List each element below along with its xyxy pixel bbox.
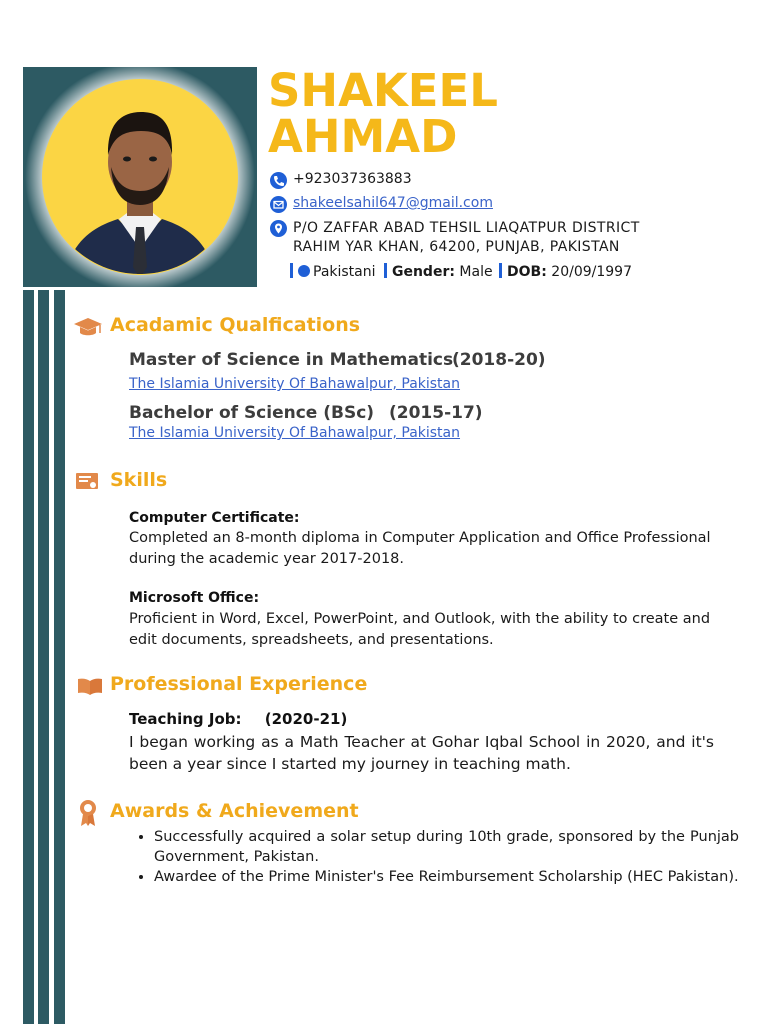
university-link-1[interactable]: The Islamia University Of Bahawalpur, Pakistan	[129, 376, 461, 392]
phone-row	[270, 171, 412, 188]
first-name: SHAKEEL	[268, 64, 498, 117]
open-book-icon	[76, 675, 104, 697]
profile-photo	[23, 67, 257, 287]
phone-number[interactable]: +923037363883	[293, 171, 412, 187]
personal-info	[290, 263, 632, 280]
certificate-icon	[74, 470, 100, 492]
degree-years: (2018-20)	[452, 350, 546, 370]
last-name: AHMAD	[268, 110, 458, 163]
skill-heading-1: Computer Certificate:	[129, 510, 300, 526]
location-pin-icon	[270, 220, 287, 237]
skills-section-title: Skills	[110, 469, 168, 491]
degree-2	[129, 403, 483, 423]
profile-photo-panel	[23, 67, 257, 287]
address-line-2: RAHIM YAR KHAN, 64200, PUNJAB, PAKISTAN	[293, 239, 620, 255]
skill-text-1: Completed an 8-month diploma in Computer Application and Office Professional during the academic year 2017-2018.	[129, 530, 711, 567]
nationality: Pakistani	[313, 264, 376, 280]
candidate-name	[268, 64, 498, 163]
decor-stripe-1	[23, 290, 34, 1024]
skill-heading-2: Microsoft Office:	[129, 590, 260, 606]
email-icon	[270, 196, 287, 213]
address-line-1: P/O ZAFFAR ABAD TEHSIL LIAQATPUR DISTRICT	[293, 220, 640, 236]
awards-list	[129, 827, 739, 887]
university-link-2[interactable]: The Islamia University Of Bahawalpur, Pakistan	[129, 425, 461, 441]
decor-stripe-3	[54, 290, 65, 1024]
award-medal-icon	[76, 798, 100, 828]
address-row	[270, 219, 640, 257]
dob-value: 20/09/1997	[551, 264, 632, 280]
globe-icon	[298, 265, 310, 277]
address	[293, 219, 640, 257]
degree-name: Bachelor of Science (BSc)	[129, 403, 375, 423]
job-years: (2020-21)	[264, 710, 348, 728]
academic-section-title: Acadamic Qualfications	[110, 314, 361, 336]
dob-label: DOB:	[507, 264, 547, 280]
job-title-row	[129, 710, 347, 728]
experience-section-title: Professional Experience	[110, 673, 368, 695]
gender-value: Male	[459, 264, 493, 280]
email-row	[270, 195, 493, 212]
decor-stripe-2	[38, 290, 49, 1024]
degree-years: (2015-17)	[389, 403, 483, 423]
job-description: I began working as a Math Teacher at Gohar Iqbal School in 2020, and it's been a year since I started my journey in teaching math.	[129, 733, 714, 773]
award-item-1: • Successfully acquired a solar setup during 10th grade, sponsored by the Punjab Government, Pakistan.	[154, 827, 739, 867]
phone-icon	[270, 172, 287, 189]
degree-name: Master of Science in Mathematics	[129, 350, 454, 370]
graduation-cap-icon	[72, 315, 104, 339]
degree-1	[129, 350, 546, 370]
job-title: Teaching Job:	[129, 710, 242, 728]
divider-bar	[499, 263, 502, 278]
gender-label: Gender:	[391, 264, 455, 280]
divider-bar	[290, 263, 293, 278]
divider-bar	[384, 263, 387, 278]
email-link[interactable]: shakeelsahil647@gmail.com	[293, 195, 493, 211]
skill-text-2: Proficient in Word, Excel, PowerPoint, and Outlook, with the ability to create and edit documents, spreadsheets, and presentations.	[129, 611, 711, 648]
awards-section-title: Awards & Achievement	[110, 800, 359, 822]
award-item-2: • Awardee of the Prime Minister's Fee Reimbursement Scholarship (HEC Pakistan).	[154, 867, 739, 887]
